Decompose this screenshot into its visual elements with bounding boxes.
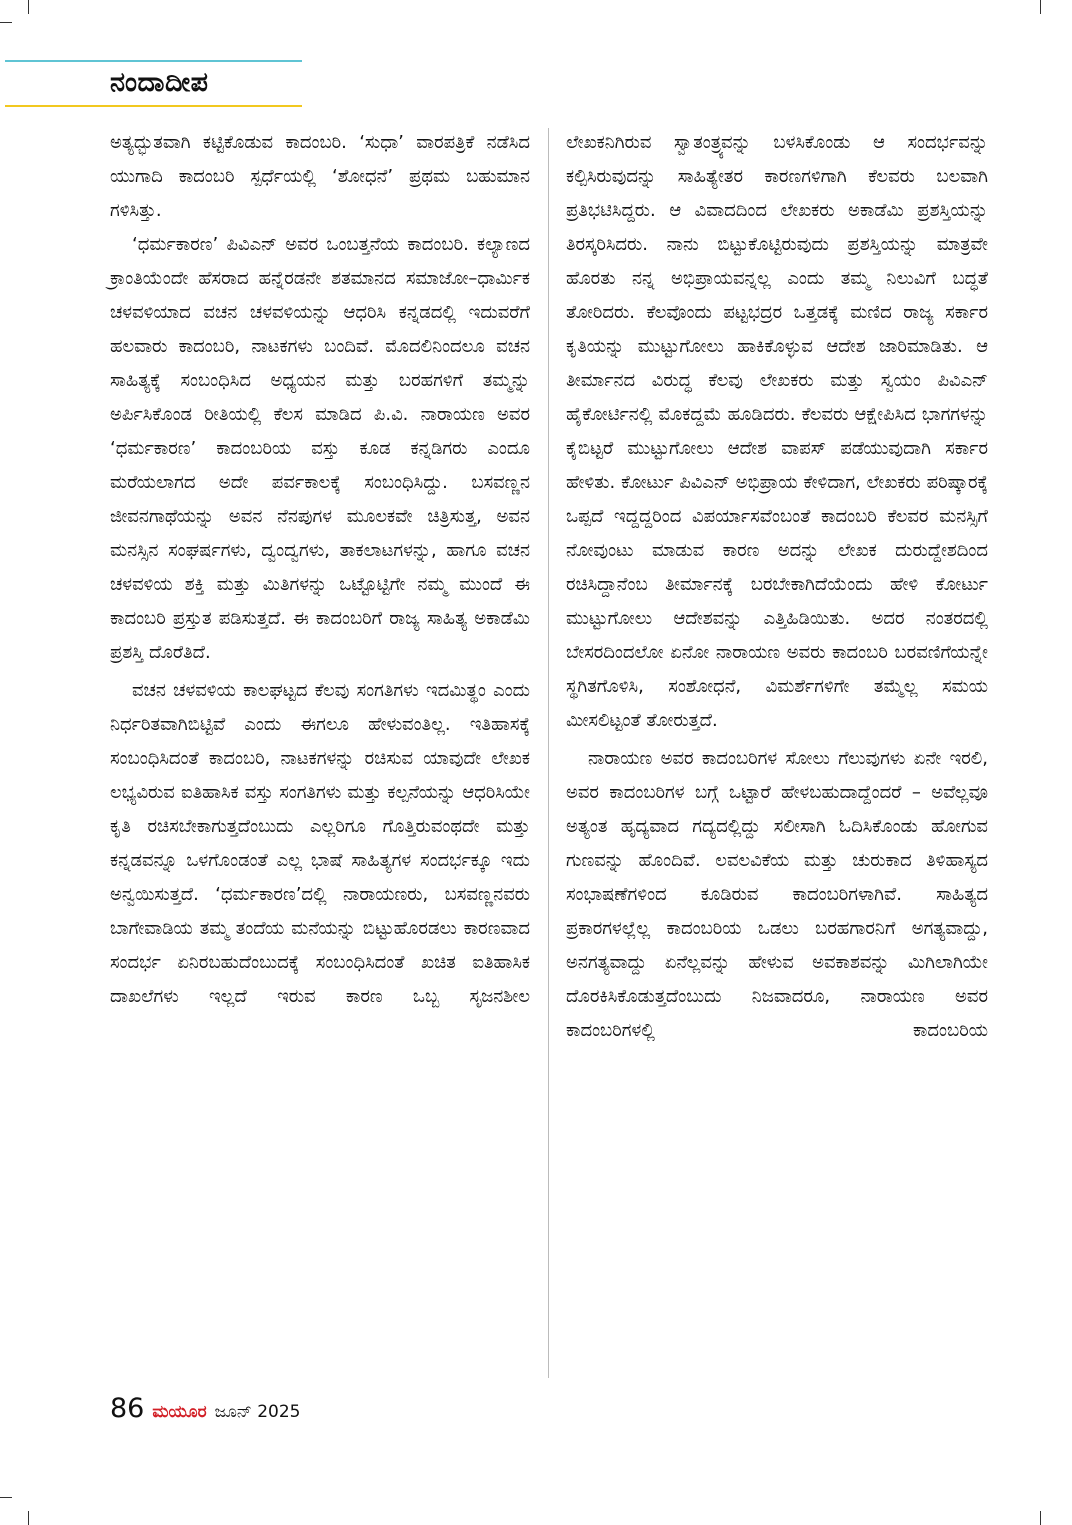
crop-mark-bottom-left [28,1511,29,1525]
crop-mark-top-left [28,0,29,14]
page-footer [110,1393,300,1429]
header-yellow-rule [5,105,302,107]
article-paragraph: ಲೇಖಕನಿಗಿರುವ ಸ್ವಾತಂತ್ರ್ಯವನ್ನು ಬಳಸಿಕೊಂಡು ಆ ಸಂದರ್ಭವನ್ನು ಕಲ್ಪಿಸಿರುವುದನ್ನು ಸಾಹಿತ್ಯೇತರ ಕಾರಣಗಳಿಗಾಗಿ ಕೆಲವರು ಬಲವಾಗಿ ಪ್ರತಿಭಟಿಸಿದ್ದರು. ಆ ವಿವಾದದಿಂದ ಲೇಖಕರು ಅಕಾಡೆಮಿ ಪ್ರಶಸ್ತಿಯನ್ನು ತಿರಸ್ಕರಿಸಿದರು. ನಾನು ಬಿಟ್ಟುಕೊಟ್ಟಿರುವುದು ಪ್ರಶಸ್ತಿಯನ್ನು ಮಾತ್ರವೇ ಹೊರತು ನನ್ನ ಅಭಿಪ್ರಾಯವನ್ನಲ್ಲ ಎಂದು ತಮ್ಮ ನಿಲುವಿಗೆ ಬದ್ಧತೆ ತೋರಿದರು. ಕೆಲವೊಂದು ಪಟ್ಟಭದ್ರರ ಒತ್ತಡಕ್ಕೆ ಮಣಿದ ರಾಜ್ಯ ಸರ್ಕಾರ ಕೃತಿಯನ್ನು ಮುಟ್ಟುಗೋಲು ಹಾಕಿಕೊಳ್ಳುವ ಆದೇಶ ಜಾರಿಮಾಡಿತು. ಆ ತೀರ್ಮಾನದ ವಿರುದ್ಧ ಕೆಲವು ಲೇಖಕರು ಮತ್ತು ಸ್ವಯಂ ಪಿವಿಎನ್ ಹೈಕೋರ್ಟಿನಲ್ಲಿ ಮೊಕದ್ದಮೆ ಹೂಡಿದರು. ಕೆಲವರು ಆಕ್ಷೇಪಿಸಿದ ಭಾಗಗಳನ್ನು ಕೈಬಿಟ್ಟರೆ ಮುಟ್ಟುಗೋಲು ಆದೇಶ ವಾಪಸ್ ಪಡೆಯುವುದಾಗಿ ಸರ್ಕಾರ ಹೇಳಿತು. ಕೋರ್ಟು ಪಿವಿಎನ್ ಅಭಿಪ್ರಾಯ ಕೇಳಿದಾಗ, ಲೇಖಕರು ಪರಿಷ್ಕಾರಕ್ಕೆ ಒಪ್ಪದೆ ಇದ್ದದ್ದರಿಂದ ವಿಪರ್ಯಾಸವೆಂಬಂತೆ ಕಾದಂಬರಿ ಕೆಲವರ ಮನಸ್ಸಿಗೆ ನೋವುಂಟು ಮಾಡುವ ಕಾರಣ ಅದನ್ನು ಲೇಖಕ ದುರುದ್ದೇಶದಿಂದ ರಚಿಸಿದ್ದಾನೆಂಬ ತೀರ್ಮಾನಕ್ಕೆ ಬರಬೇಕಾಗಿದೆಯೆಂದು ಹೇಳಿ ಕೋರ್ಟು ಮುಟ್ಟುಗೋಲು ಆದೇಶವನ್ನು ಎತ್ತಿಹಿಡಿಯಿತು. ಅದರ ನಂತರದಲ್ಲಿ ಬೇಸರದಿಂದಲೋ ಏನೋ ನಾರಾಯಣ ಅವರು ಕಾದಂಬರಿ ಬರವಣಿಗೆಯನ್ನೇ ಸ್ಥಗಿತಗೊಳಿಸಿ, ಸಂಶೋಧನೆ, ವಿಮರ್ಶೆಗಳಿಗೇ ತಮ್ಮೆಲ್ಲ ಸಮಯ ಮೀಸಲಿಟ್ಟಂತೆ ತೋರುತ್ತದೆ. [566,132,988,731]
issue-date: ಜೂನ್ 2025 [214,1402,301,1422]
crop-mark-left-top [0,22,12,23]
column-divider [548,128,549,1378]
page-number: 86 [110,1393,145,1424]
section-title: ನಂದಾದೀಪ [110,67,209,98]
article-paragraph: ನಾರಾಯಣ ಅವರ ಕಾದಂಬರಿಗಳ ಸೋಲು ಗೆಲುವುಗಳು ಏನೇ ಇರಲಿ, ಅವರ ಕಾದಂಬರಿಗಳ ಬಗ್ಗೆ ಒಟ್ಟಾರೆ ಹೇಳಬಹುದಾದ್ದೆಂದರೆ – ಅವೆಲ್ಲವೂ ಅತ್ಯಂತ ಹೃದ್ಯವಾದ ಗದ್ಯದಲ್ಲಿದ್ದು ಸಲೀಸಾಗಿ ಓದಿಸಿಕೊಂಡು ಹೋಗುವ ಗುಣವನ್ನು ಹೊಂದಿವೆ. ಲವಲವಿಕೆಯ ಮತ್ತು ಚುರುಕಾದ ತಿಳಿಹಾಸ್ಯದ ಸಂಭಾಷಣೆಗಳಿಂದ ಕೂಡಿರುವ ಕಾದಂಬರಿಗಳಾಗಿವೆ. ಸಾಹಿತ್ಯದ ಪ್ರಕಾರಗಳಲ್ಲೆಲ್ಲ ಕಾದಂಬರಿಯ ಒಡಲು ಬರಹಗಾರನಿಗೆ ಅಗತ್ಯವಾದ್ದು, ಅನಗತ್ಯವಾದ್ದು ಏನೆಲ್ಲವನ್ನು ಹೇಳುವ ಅವಕಾಶವನ್ನು ಮಿಗಿಲಾಗಿಯೇ ದೊರಕಿಸಿಕೊಡುತ್ತದೆಂಬುದು ನಿಜವಾದರೂ, ನಾರಾಯಣ ಅವರ ಕಾದಂಬರಿಗಳಲ್ಲಿ ಕಾದಂಬರಿಯ [566,748,988,1041]
article-column-right [566,126,988,1048]
article-paragraph: ‘ಧರ್ಮಕಾರಣ’ ಪಿವಿಎನ್ ಅವರ ಒಂಬತ್ತನೆಯ ಕಾದಂಬರಿ. ಕಲ್ಯಾಣದ ಕ್ರಾಂತಿಯೆಂದೇ ಹೆಸರಾದ ಹನ್ನೆರಡನೇ ಶತಮಾನದ ಸಮಾಜೋ–ಧಾರ್ಮಿಕ ಚಳವಳಿಯಾದ ವಚನ ಚಳವಳಿಯನ್ನು ಆಧರಿಸಿ ಕನ್ನಡದಲ್ಲಿ ಇದುವರೆಗೆ ಹಲವಾರು ಕಾದಂಬರಿ, ನಾಟಕಗಳು ಬಂದಿವೆ. ಮೊದಲಿನಿಂದಲೂ ವಚನ ಸಾಹಿತ್ಯಕ್ಕೆ ಸಂಬಂಧಿಸಿದ ಅಧ್ಯಯನ ಮತ್ತು ಬರಹಗಳಿಗೆ ತಮ್ಮನ್ನು ಅರ್ಪಿಸಿಕೊಂಡ ರೀತಿಯಲ್ಲಿ ಕೆಲಸ ಮಾಡಿದ ಪಿ.ವಿ. ನಾರಾಯಣ ಅವರ ‘ಧರ್ಮಕಾರಣ’ ಕಾದಂಬರಿಯ ವಸ್ತು ಕೂಡ ಕನ್ನಡಿಗರು ಎಂದೂ ಮರೆಯಲಾಗದ ಅದೇ ಪರ್ವಕಾಲಕ್ಕೆ ಸಂಬಂಧಿಸಿದ್ದು. ಬಸವಣ್ಣನ ಜೀವನಗಾಥೆಯನ್ನು ಅವನ ನೆನಪುಗಳ ಮೂಲಕವೇ ಚಿತ್ರಿಸುತ್ತ, ಅವನ ಮನಸ್ಸಿನ ಸಂಘರ್ಷಗಳು, ದ್ವಂದ್ವಗಳು, ತಾಕಲಾಟಗಳನ್ನು, ಹಾಗೂ ವಚನ ಚಳವಳಿಯ ಶಕ್ತಿ ಮತ್ತು ಮಿತಿಗಳನ್ನು ಒಟ್ಟೊಟ್ಟಿಗೇ ನಮ್ಮ ಮುಂದೆ ಈ ಕಾದಂಬರಿ ಪ್ರಸ್ತುತ ಪಡಿಸುತ್ತದೆ. ಈ ಕಾದಂಬರಿಗೆ ರಾಜ್ಯ ಸಾಹಿತ್ಯ ಅಕಾಡೆಮಿ ಪ್ರಶಸ್ತಿ ದೊರೆತಿದೆ. [110,234,530,663]
crop-mark-left-bottom [0,1497,12,1498]
article-paragraph: ಅತ್ಯದ್ಭುತವಾಗಿ ಕಟ್ಟಿಕೊಡುವ ಕಾದಂಬರಿ. ‘ಸುಧಾ’ ವಾರಪತ್ರಿಕೆ ನಡೆಸಿದ ಯುಗಾದಿ ಕಾದಂಬರಿ ಸ್ಪರ್ಧೆಯಲ್ಲಿ ‘ಶೋಧನೆ’ ಪ್ರಥಮ ಬಹುಮಾನ ಗಳಿಸಿತ್ತು. [110,132,530,221]
article-column-left [110,126,530,1014]
crop-mark-top-right [1040,0,1041,14]
crop-mark-bottom-right [1040,1511,1041,1525]
article-paragraph: ವಚನ ಚಳವಳಿಯ ಕಾಲಘಟ್ಟದ ಕೆಲವು ಸಂಗತಿಗಳು ಇದಮಿತ್ಥಂ ಎಂದು ನಿರ್ಧರಿತವಾಗಿಬಿಟ್ಟಿವೆ ಎಂದು ಈಗಲೂ ಹೇಳುವಂತಿಲ್ಲ. ಇತಿಹಾಸಕ್ಕೆ ಸಂಬಂಧಿಸಿದಂತೆ ಕಾದಂಬರಿ, ನಾಟಕಗಳನ್ನು ರಚಿಸುವ ಯಾವುದೇ ಲೇಖಕ ಲಭ್ಯವಿರುವ ಐತಿಹಾಸಿಕ ವಸ್ತು ಸಂಗತಿಗಳು ಮತ್ತು ಕಲ್ಪನೆಯನ್ನು ಆಧರಿಸಿಯೇ ಕೃತಿ ರಚಿಸಬೇಕಾಗುತ್ತದೆಂಬುದು ಎಲ್ಲರಿಗೂ ಗೊತ್ತಿರುವಂಥದೇ ಮತ್ತು ಕನ್ನಡವನ್ನೂ ಒಳಗೊಂಡಂತೆ ಎಲ್ಲ ಭಾಷೆ ಸಾಹಿತ್ಯಗಳ ಸಂದರ್ಭಕ್ಕೂ ಇದು ಅನ್ವಯಿಸುತ್ತದೆ. ‘ಧರ್ಮಕಾರಣ’ದಲ್ಲಿ ನಾರಾಯಣರು, ಬಸವಣ್ಣನವರು ಬಾಗೇವಾಡಿಯ ತಮ್ಮ ತಂದೆಯ ಮನೆಯನ್ನು ಬಿಟ್ಟುಹೊರಡಲು ಕಾರಣವಾದ ಸಂದರ್ಭ ಏನಿರಬಹುದೆಂಬುದಕ್ಕೆ ಸಂಬಂಧಿಸಿದಂತೆ ಖಚಿತ ಐತಿಹಾಸಿಕ ದಾಖಲೆಗಳು ಇಲ್ಲದೆ ಇರುವ ಕಾರಣ ಒಬ್ಬ ಸೃಜನಶೀಲ [110,680,530,1007]
magazine-logo: ಮಯೂರ [152,1402,207,1422]
